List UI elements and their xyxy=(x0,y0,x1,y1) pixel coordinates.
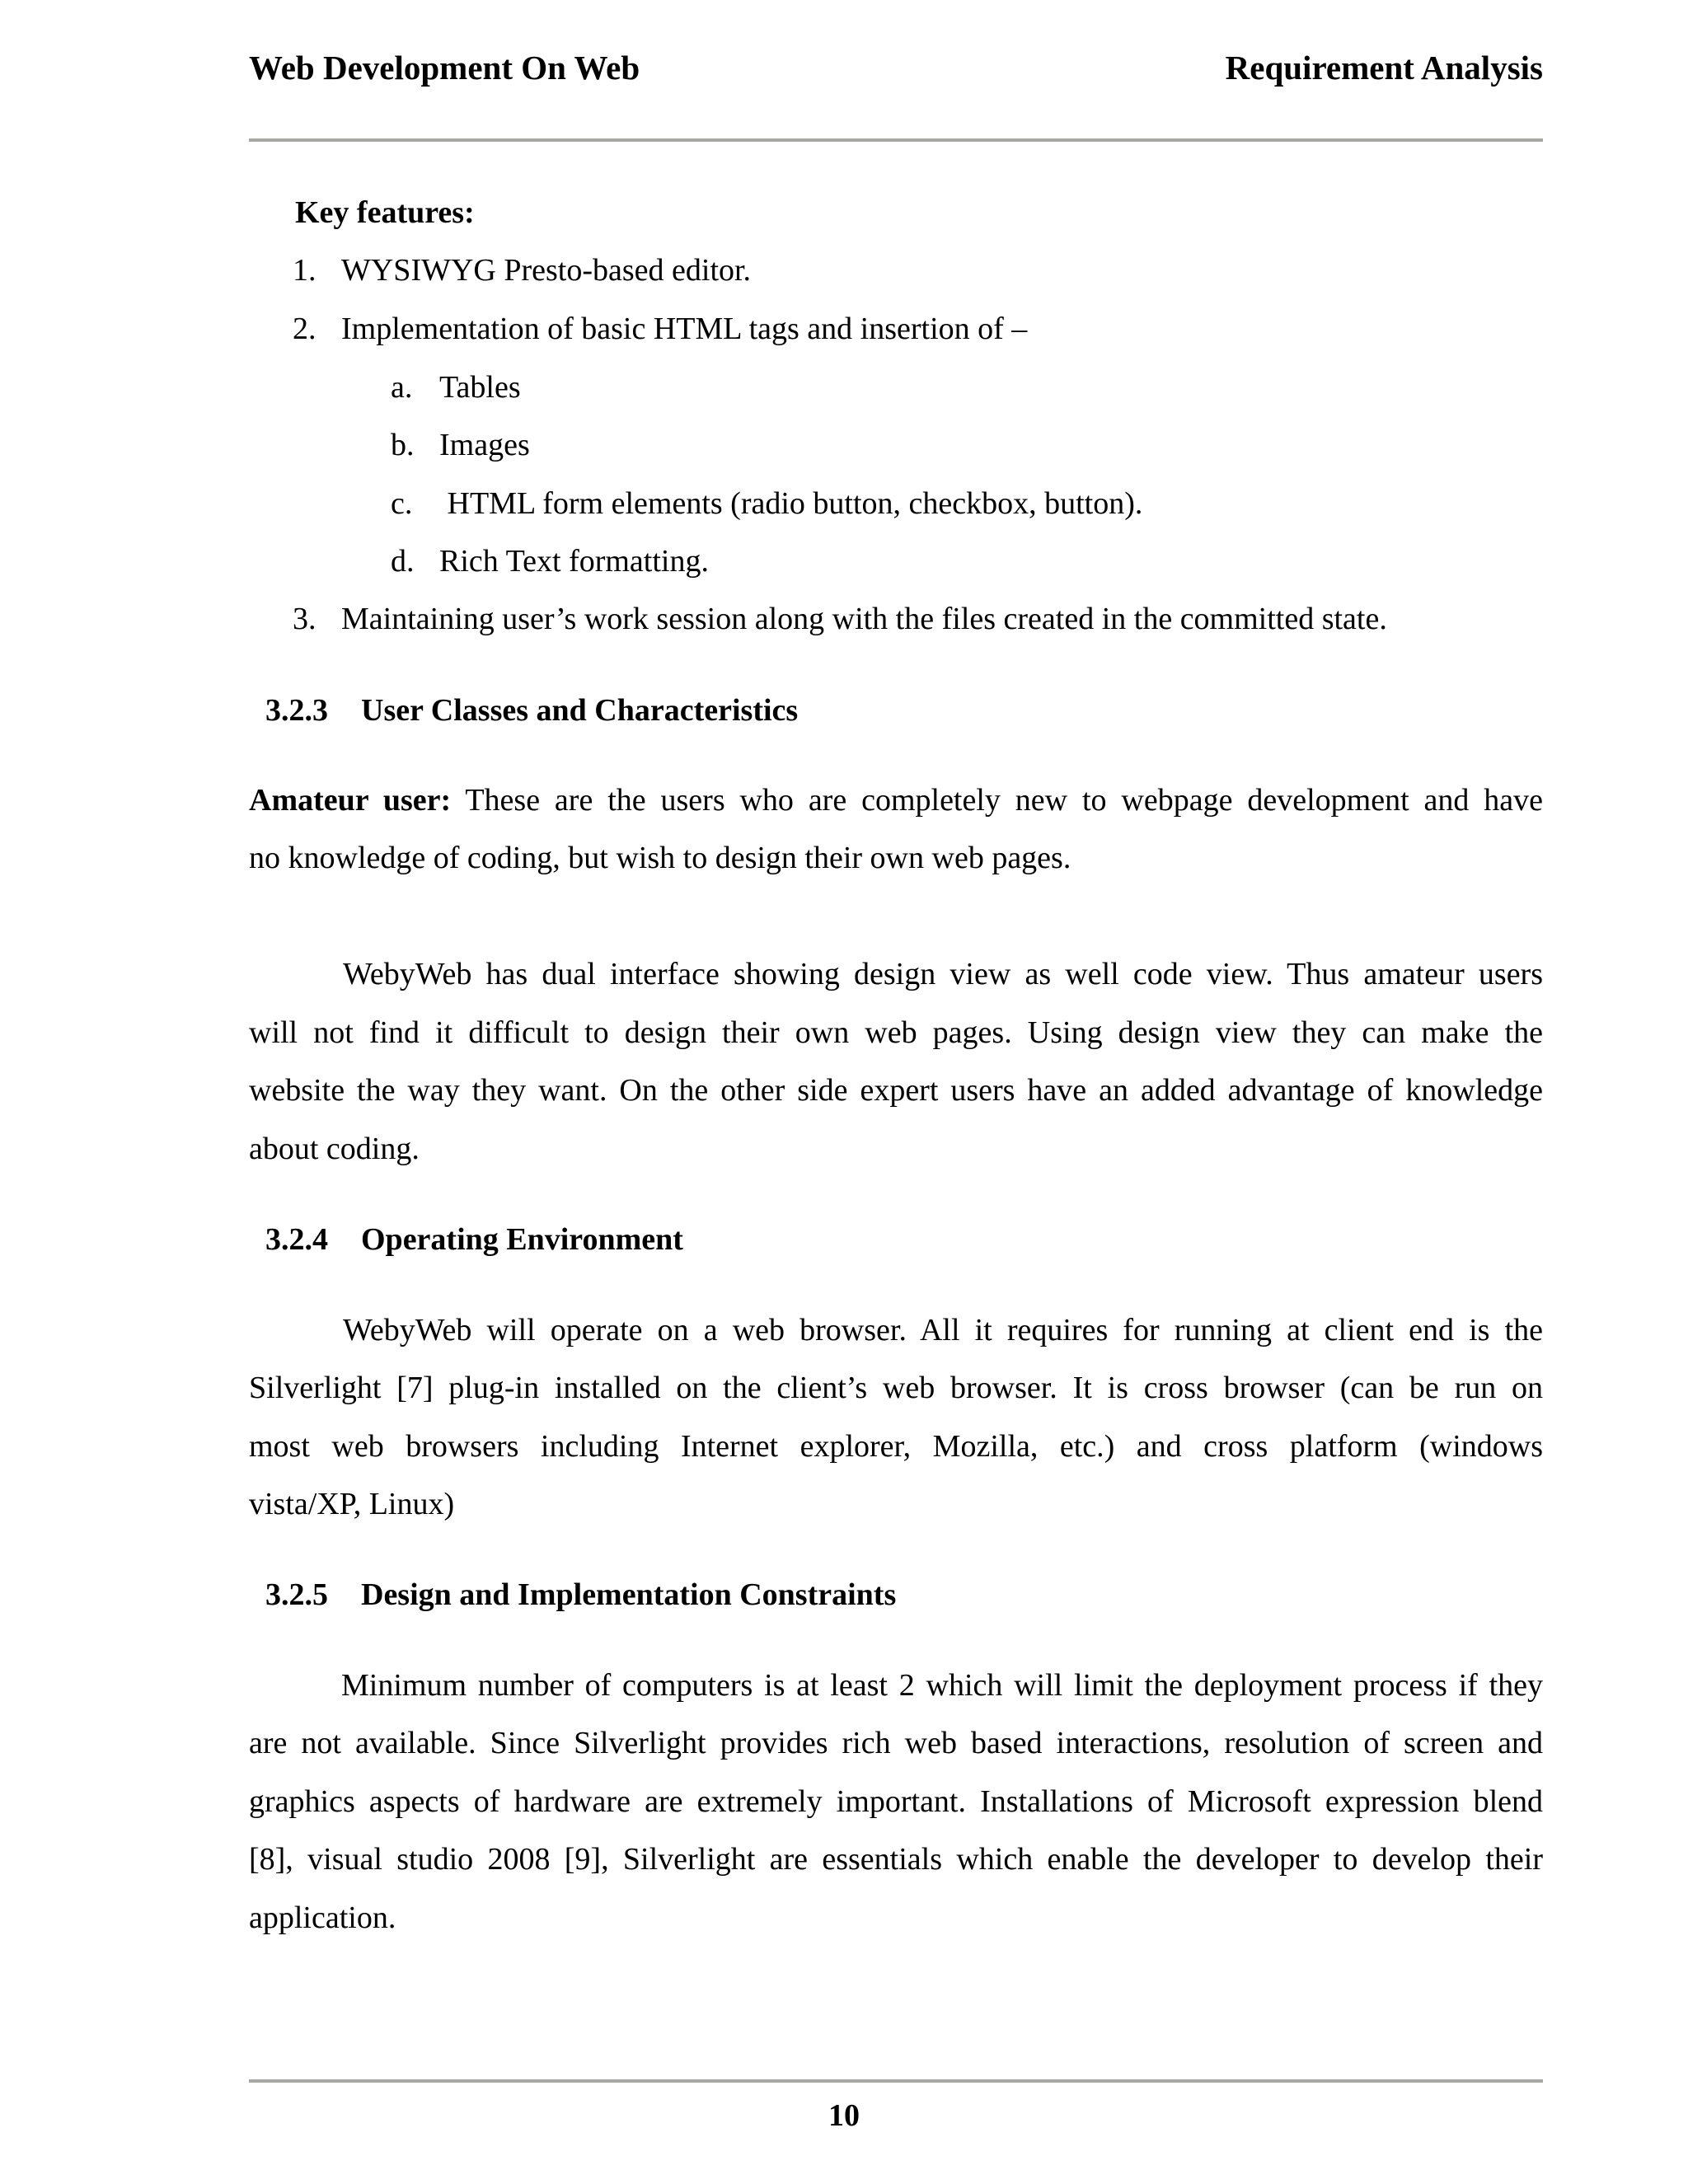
paragraph-line: WebyWeb will operate on a web browser. All it requires for running at client end is the xyxy=(343,1313,1543,1347)
sublist-item-number: a. xyxy=(391,370,413,405)
paragraph-line: Silverlight [7] plug-in installed on the client’s web browser. It is cross browser (can be run on xyxy=(249,1371,1543,1405)
section-number: 3.2.4 xyxy=(265,1222,328,1257)
list-item-text: Implementation of basic HTML tags and insertion of – xyxy=(341,312,1028,346)
sublist-item-number: b. xyxy=(391,428,415,462)
paragraph-line: graphics aspects of hardware are extremely important. Installations of Microsoft expression blend xyxy=(249,1784,1543,1819)
section-number: 3.2.5 xyxy=(265,1577,328,1612)
sublist-item-number: d. xyxy=(391,544,415,579)
sublist-item-number: c. xyxy=(391,486,413,521)
paragraph-line xyxy=(249,780,1543,820)
header-title-right: Requirement Analysis xyxy=(1225,49,1543,87)
list-item xyxy=(293,251,316,290)
paragraph-line: WebyWeb has dual interface showing design view as well code view. Thus amateur users xyxy=(343,957,1543,991)
section-title: User Classes and Characteristics xyxy=(361,693,799,728)
sublist-item-text: Tables xyxy=(439,370,521,405)
list-item xyxy=(293,309,316,349)
list-item-number: 1. xyxy=(293,253,316,288)
header-title-left: Web Development On Web xyxy=(249,49,640,87)
sublist-item-text: Rich Text formatting. xyxy=(439,544,709,579)
list-item-text: WYSIWYG Presto-based editor. xyxy=(341,253,752,288)
list-item-number: 2. xyxy=(293,312,316,346)
page-header xyxy=(249,48,1543,97)
amateur-user-label: Amateur user: xyxy=(249,783,452,818)
paragraph-line: [8], visual studio 2008 [9], Silverlight are essentials which enable the developer to develop their xyxy=(249,1842,1543,1877)
sublist-item-text: HTML form elements (radio button, checkbox, button). xyxy=(439,486,1143,521)
section-title: Operating Environment xyxy=(361,1222,683,1257)
sublist-item-text: Images xyxy=(439,428,530,462)
amateur-user-text: These are the users who are completely new to webpage development and have xyxy=(451,783,1543,818)
paragraph-line: about coding. xyxy=(249,1132,420,1166)
footer-rule xyxy=(249,2079,1543,2083)
section-title: Design and Implementation Constraints xyxy=(361,1577,897,1612)
paragraph-line: vista/XP, Linux) xyxy=(249,1487,455,1521)
page-number: 10 xyxy=(828,2098,860,2133)
paragraph-line: no knowledge of coding, but wish to design their own web pages. xyxy=(249,841,1071,875)
list-item-text: Maintaining user’s work session along with the files created in the committed state. xyxy=(341,602,1387,636)
paragraph-line: application. xyxy=(249,1900,396,1935)
paragraph-line: website the way they want. On the other side expert users have an added advantage of knowledge xyxy=(249,1073,1543,1108)
key-features-heading: Key features: xyxy=(295,195,475,230)
paragraph-line: most web browsers including Internet explorer, Mozilla, etc.) and cross platform (windows xyxy=(249,1429,1543,1464)
paragraph-line: Minimum number of computers is at least 2 which will limit the deployment process if they xyxy=(341,1668,1543,1703)
section-number: 3.2.3 xyxy=(265,693,328,728)
paragraph-line: will not find it difficult to design their own web pages. Using design view they can make the xyxy=(249,1015,1543,1050)
paragraph-line: are not available. Since Silverlight provides rich web based interactions, resolution of screen and xyxy=(249,1726,1543,1760)
list-item-number: 3. xyxy=(293,602,316,636)
header-rule xyxy=(249,138,1543,142)
